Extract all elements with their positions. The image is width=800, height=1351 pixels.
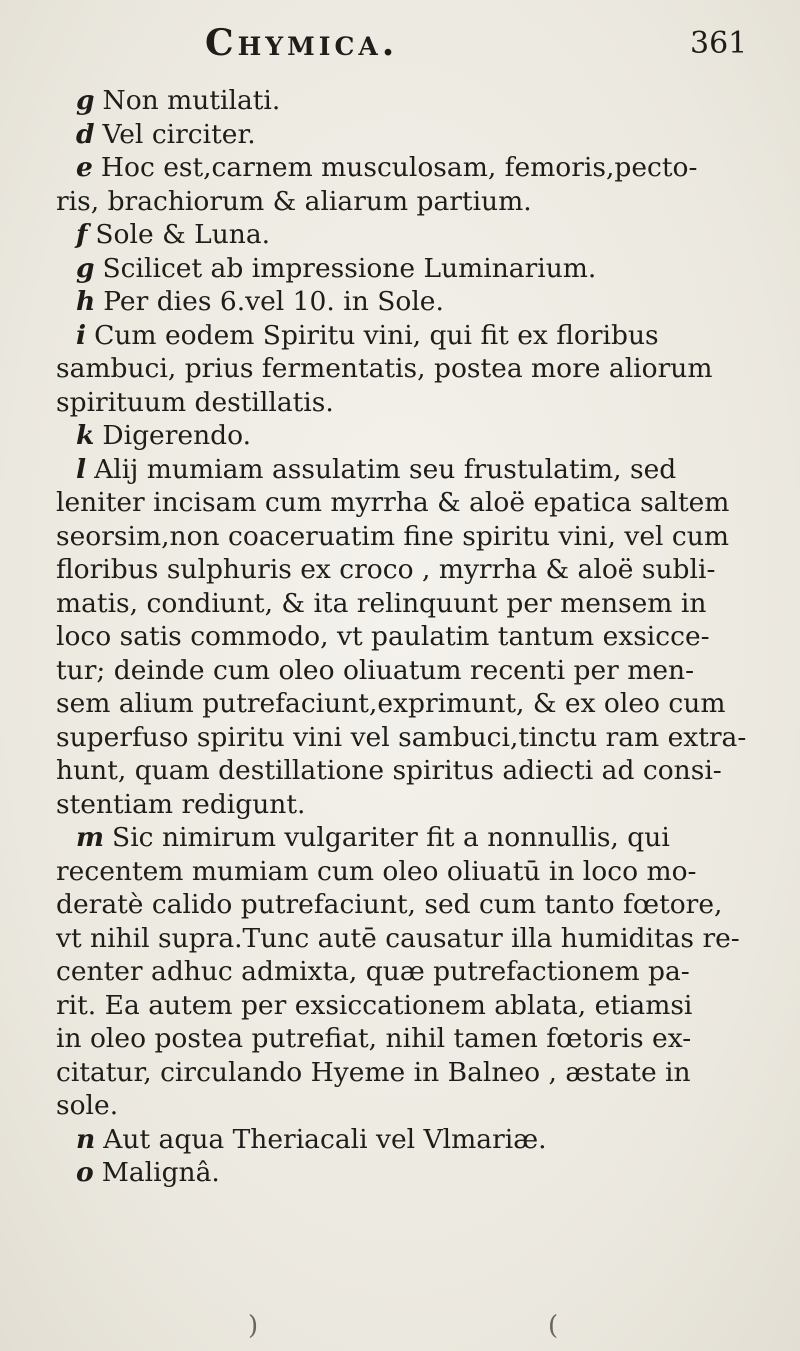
note-text: sem alium putrefaciunt,exprimunt, & ex oleo cum bbox=[56, 688, 726, 719]
note-text: Per dies 6.vel 10. in Sole. bbox=[103, 286, 444, 317]
note-marker: g bbox=[76, 252, 95, 284]
note-text: Vel circiter. bbox=[102, 118, 256, 150]
note-marker: n bbox=[76, 1123, 96, 1155]
note-text: spirituum destillatis. bbox=[56, 386, 334, 418]
text-line bbox=[56, 1156, 768, 1190]
text-line bbox=[56, 118, 768, 152]
text-line bbox=[56, 218, 768, 252]
text-line bbox=[56, 587, 768, 621]
note-marker: i bbox=[76, 319, 87, 351]
text-line bbox=[56, 955, 768, 989]
stray-mark: ( bbox=[548, 1311, 559, 1341]
text-line bbox=[56, 821, 768, 855]
annotation-notes bbox=[56, 84, 768, 1190]
text-line bbox=[56, 151, 768, 185]
text-line bbox=[56, 386, 768, 420]
text-line bbox=[56, 419, 768, 453]
text-line bbox=[56, 1123, 768, 1157]
note-text: Alij mumiam assulatim seu frustulatim, sed bbox=[94, 453, 677, 485]
text-line bbox=[56, 855, 768, 889]
note-marker: h bbox=[76, 286, 96, 317]
note-text: Scilicet ab impressione Luminarium. bbox=[102, 252, 597, 284]
text-line bbox=[56, 520, 768, 554]
note-text: seorsim,non coaceruatim fine spiritu vini, vel cum bbox=[56, 520, 729, 552]
note-text: Malignâ. bbox=[101, 1157, 220, 1188]
text-line bbox=[56, 285, 768, 319]
text-line bbox=[56, 352, 768, 386]
note-marker: k bbox=[76, 420, 95, 451]
text-line bbox=[56, 553, 768, 587]
note-text: vt nihil supra.Tunc autē causatur illa humiditas re- bbox=[56, 922, 740, 954]
note-text: center adhuc admixta, quæ putrefactionem pa- bbox=[56, 956, 690, 987]
note-text: superfuso spiritu vini vel sambuci,tinctu ram extra- bbox=[56, 721, 747, 753]
text-line bbox=[56, 319, 768, 353]
text-line bbox=[56, 620, 768, 654]
note-text: deratè calido putrefaciunt, sed cum tanto fœtore, bbox=[56, 889, 723, 920]
note-marker: l bbox=[76, 453, 87, 485]
running-head: Chymica. bbox=[205, 22, 399, 64]
note-text: citatur, circulando Hyeme in Balneo , æstate in bbox=[56, 1056, 691, 1088]
note-text: ris, brachiorum & aliarum partium. bbox=[56, 185, 532, 217]
note-text: leniter incisam cum myrrha & aloë epatica saltem bbox=[56, 487, 730, 518]
note-text: tur; deinde cum oleo oliuatum recenti per men- bbox=[56, 654, 695, 686]
text-line bbox=[56, 754, 768, 788]
note-marker: g bbox=[76, 85, 95, 116]
text-line bbox=[56, 721, 768, 755]
note-text: matis, condiunt, & ita relinquunt per mensem in bbox=[56, 587, 707, 619]
note-text: sole. bbox=[56, 1090, 119, 1121]
note-marker: m bbox=[76, 822, 105, 853]
note-text: Aut aqua Theriacali vel Vlmariæ. bbox=[103, 1123, 547, 1155]
text-line bbox=[56, 654, 768, 688]
note-text: Cum eodem Spiritu vini, qui fit ex floribus bbox=[94, 319, 659, 351]
note-text: loco satis commodo, vt paulatim tantum exsicce- bbox=[56, 621, 710, 652]
note-text: stentiam redigunt. bbox=[56, 788, 306, 820]
note-text: in oleo postea putrefiat, nihil tamen fœtoris ex- bbox=[56, 1023, 692, 1054]
text-line bbox=[56, 922, 768, 956]
text-line bbox=[56, 687, 768, 721]
note-text: recentem mumiam cum oleo oliuatū in loco mo- bbox=[56, 855, 697, 887]
stray-mark: ) bbox=[248, 1311, 259, 1341]
text-line bbox=[56, 84, 768, 118]
note-text: sambuci, prius fermentatis, postea more aliorum bbox=[56, 353, 713, 384]
note-text: Hoc est,carnem musculosam, femoris,pecto- bbox=[100, 152, 698, 183]
note-marker: d bbox=[76, 118, 95, 150]
text-line bbox=[56, 453, 768, 487]
note-marker: f bbox=[76, 219, 88, 250]
note-text: hunt, quam destillatione spiritus adiecti ad consi- bbox=[56, 755, 722, 786]
note-text: Sic nimirum vulgariter fit a nonnullis, qui bbox=[112, 822, 670, 853]
note-text: rit. Ea autem per exsiccationem ablata, etiamsi bbox=[56, 989, 693, 1021]
text-line bbox=[56, 252, 768, 286]
text-line bbox=[56, 185, 768, 219]
text-line bbox=[56, 486, 768, 520]
text-line bbox=[56, 1056, 768, 1090]
text-line bbox=[56, 989, 768, 1023]
note-marker: e bbox=[76, 152, 93, 183]
text-line bbox=[56, 888, 768, 922]
text-line bbox=[56, 1022, 768, 1056]
page-header bbox=[0, 22, 800, 72]
note-text: Non mutilati. bbox=[102, 85, 281, 116]
note-text: Digerendo. bbox=[102, 420, 252, 451]
text-line bbox=[56, 788, 768, 822]
note-text: floribus sulphuris ex croco , myrrha & aloë subli- bbox=[56, 554, 716, 585]
note-text: Sole & Luna. bbox=[95, 219, 271, 250]
text-line bbox=[56, 1089, 768, 1123]
page-number: 361 bbox=[690, 26, 748, 61]
note-marker: o bbox=[76, 1157, 94, 1188]
